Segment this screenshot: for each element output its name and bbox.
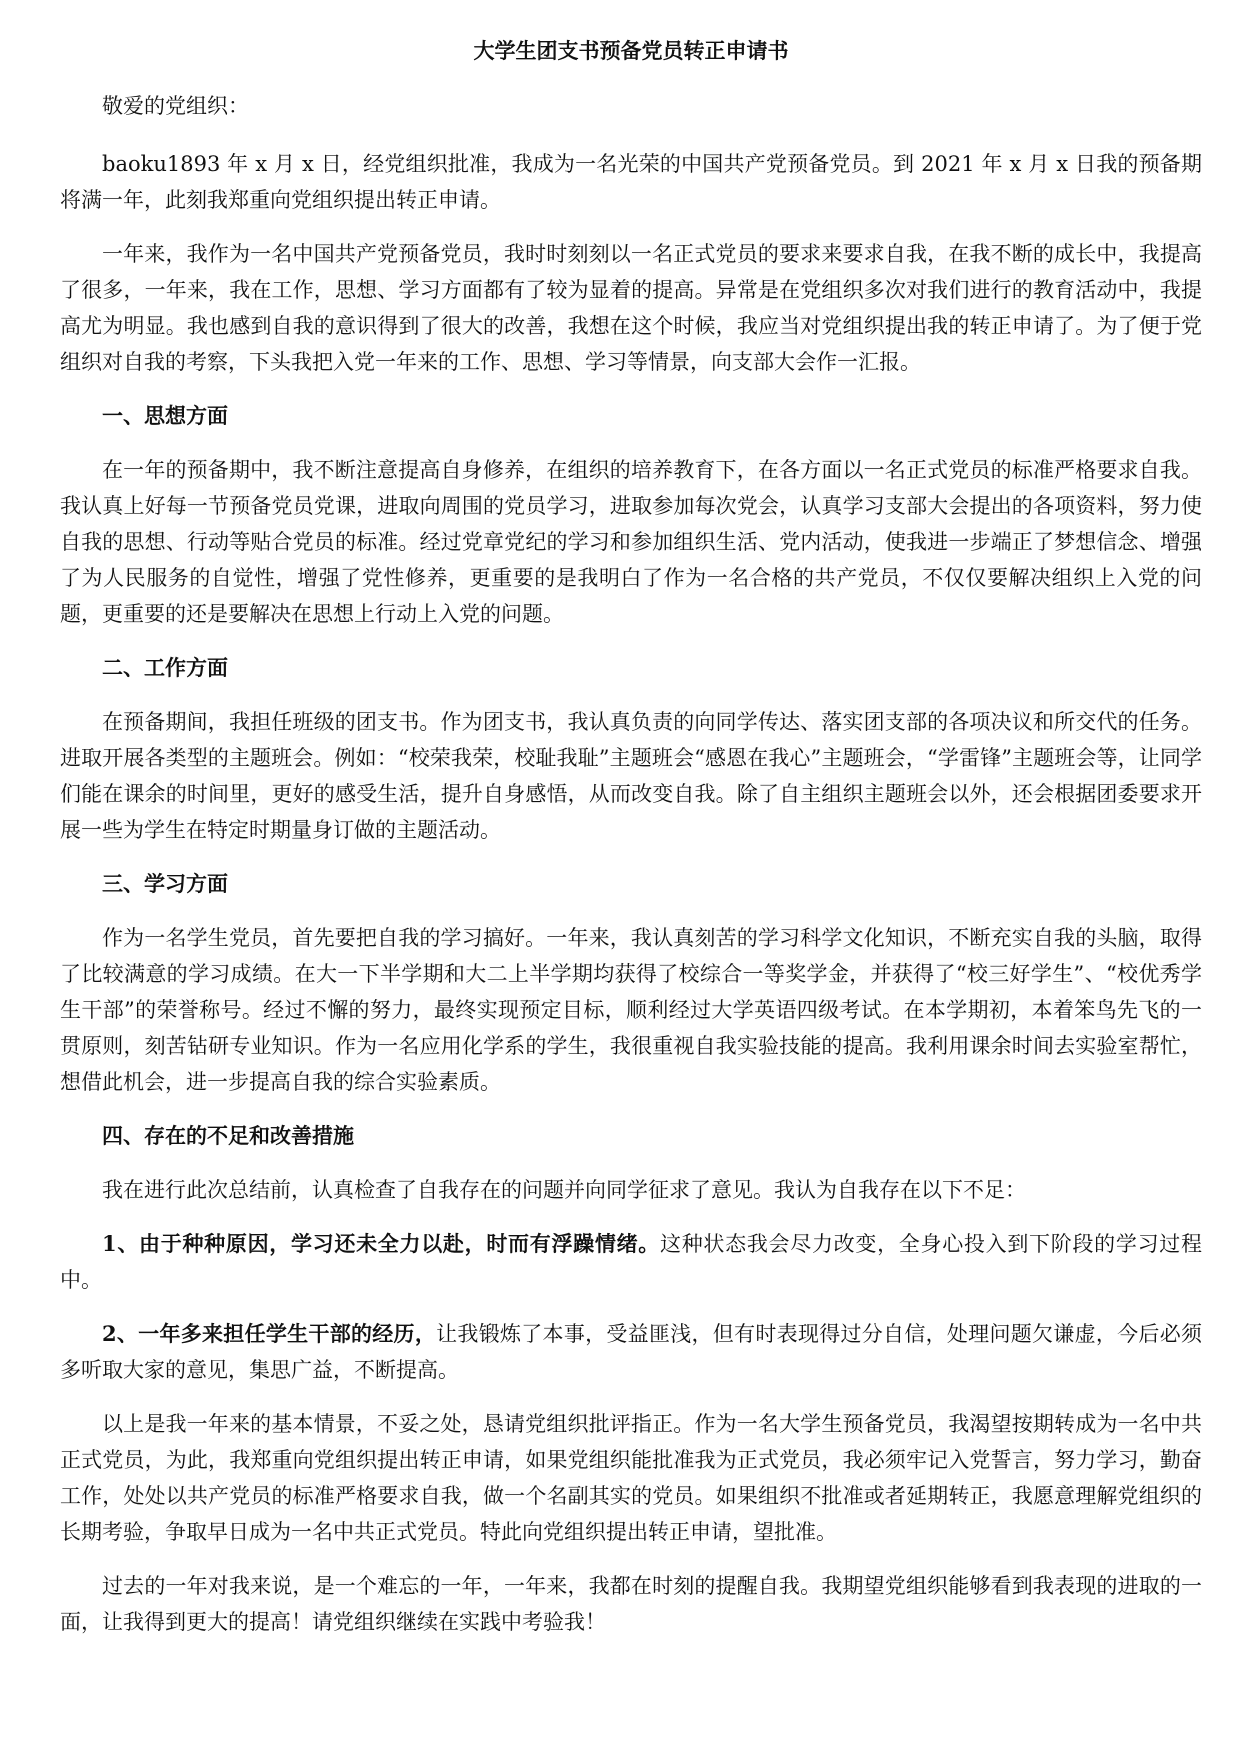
paragraph-closing: 过去的一年对我来说，是一个难忘的一年，一年来，我都在时刻的提醒自我。我期望党组织能够看到我表现的进取的一面，让我得到更大的提高！请党组织继续在实践中考验我！ xyxy=(60,1574,1202,1634)
paragraph-overview: 一年来，我作为一名中国共产党预备党员，我时时刻刻以一名正式党员的要求来要求自我，在我不断的成长中，我提高了很多，一年来，我在工作，思想、学习方面都有了较为显着的提高。异常是在党组织多次对我们进行的教育活动中，我提高尤为明显。我也感到自我的意识得到了很大的改善，我想在这个时候，我应当对党组织提出我的转正申请了。为了便于党组织对自我的考察，下头我把入党一年来的工作、思想、学习等情景，向支部大会作一汇报。 xyxy=(60,242,1202,374)
paragraph-work: 在预备期间，我担任班级的团支书。作为团支书，我认真负责的向同学传达、落实团支部的各项决议和所交代的任务。进取开展各类型的主题班会。例如：“校荣我荣，校耻我耻”主题班会“感恩在我心”主题班会，“学雷锋”主题班会等，让同学们能在课余的时间里，更好的感受生活，提升自身感悟，从而改变自我。除了自主组织主题班会以外，还会根据团委要求开展一些为学生在特定时期量身订做的主题活动。 xyxy=(60,710,1202,842)
heading-shortcomings: 四、存在的不足和改善措施 xyxy=(102,1123,354,1148)
paragraph-shortcomings: 我在进行此次总结前，认真检查了自我存在的问题并向同学征求了意见。我认为自我存在以下不足： xyxy=(102,1178,1026,1202)
document-title: 大学生团支书预备党员转正申请书 xyxy=(473,38,789,63)
heading-study: 三、学习方面 xyxy=(102,871,228,896)
shortcoming-item-1-lead: 1、由于种种原因，学习还未全力以赴，时而有浮躁情绪。 xyxy=(102,1231,661,1256)
heading-thought: 一、思想方面 xyxy=(102,403,228,428)
heading-work: 二、工作方面 xyxy=(102,655,228,680)
shortcoming-item-2-text: 让我锻炼了本事，受益匪浅，但有时表现得过分自信，处理问题欠谦虚，今后必须多听取大家的意见，集思广益，不断提高。 xyxy=(60,1322,1202,1382)
paragraph-conclusion: 以上是我一年来的基本情景，不妥之处，恳请党组织批评指正。作为一名大学生预备党员，我渴望按期转成为一名中共正式党员，为此，我郑重向党组织提出转正申请，如果党组织能批准我为正式党员，我必须牢记入党誓言，努力学习，勤奋工作，处处以共产党员的标准严格要求自我，做一个名副其实的党员。如果组织不批准或者延期转正，我愿意理解党组织的长期考验，争取早日成为一名中共正式党员。特此向党组织提出转正申请，望批准。 xyxy=(60,1412,1202,1544)
paragraph-study: 作为一名学生党员，首先要把自我的学习搞好。一年来，我认真刻苦的学习科学文化知识，不断充实自我的头脑，取得了比较满意的学习成绩。在大一下半学期和大二上半学期均获得了校综合一等奖学金，并获得了“校三好学生”、“校优秀学生干部”的荣誉称号。经过不懈的努力，最终实现预定目标，顺利经过大学英语四级考试。在本学期初，本着笨鸟先飞的一贯原则，刻苦钻研专业知识。作为一名应用化学系的学生，我很重视自我实验技能的提高。我利用课余时间去实验室帮忙，想借此机会，进一步提高自我的综合实验素质。 xyxy=(60,926,1202,1094)
shortcoming-item-2 xyxy=(60,1316,1202,1388)
shortcoming-item-2-lead: 2、一年多来担任学生干部的经历， xyxy=(102,1321,437,1346)
shortcoming-item-1-text: 这种状态我会尽力改变，全身心投入到下阶段的学习过程中。 xyxy=(60,1232,1202,1292)
paragraph-thought: 在一年的预备期中，我不断注意提高自身修养，在组织的培养教育下，在各方面以一名正式党员的标准严格要求自我。我认真上好每一节预备党员党课，进取向周围的党员学习，进取参加每次党会，认真学习支部大会提出的各项资料，努力使自我的思想、行动等贴合党员的标准。经过党章党纪的学习和参加组织生活、党内活动，使我进一步端正了梦想信念、增强了为人民服务的自觉性，增强了党性修养，更重要的是我明白了作为一名合格的共产党员，不仅仅要解决组织上入党的问题，更重要的还是要解决在思想上行动上入党的问题。 xyxy=(60,458,1202,626)
shortcoming-item-1 xyxy=(60,1226,1202,1298)
salutation: 敬爱的党组织： xyxy=(102,94,249,118)
paragraph-intro: baoku1893 年 x 月 x 日，经党组织批准，我成为一名光荣的中国共产党预备党员。到 2021 年 x 月 x 日我的预备期将满一年，此刻我郑重向党组织提出转正申请。 xyxy=(60,152,1202,212)
